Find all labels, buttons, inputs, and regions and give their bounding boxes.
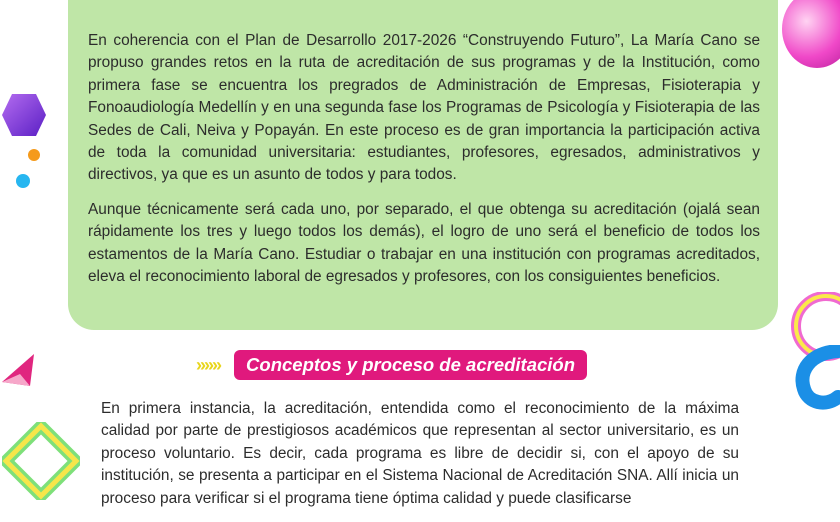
- purple-hexagon-icon: [0, 92, 48, 138]
- blue-dot-icon: [16, 174, 30, 188]
- intro-card: [68, 0, 778, 330]
- body-paragraph: En primera instancia, la acreditación, entendida como el reconocimiento de la máxima calidad por parte de prestigiosos académicos que representan al sector universitario, es un proceso voluntario. Es decir, cada programa es libre de decidir si, con el apoyo de su institución, se presenta a participar en el Sistema Nacional de Acreditación SNA. Allí inicia un proceso para verificar si el programa tiene óptima calidad y puede clasificarse: [101, 400, 739, 507]
- intro-paragraph: En coherencia con el Plan de Desarrollo 2017-2026 “Construyendo Futuro”, La María Cano se propuso grandes retos en la ruta de acreditación de sus programas y de la Institución, como primera fase se encuentra los pregrados de Administración de Empresas, Fisioterapia y Fonoaudiología Medellín y en una segunda fase los Programas de Psicología y Fisioterapia de las Sedes de Cali, Neiva y Popayán. En este proceso es de gran importancia la participación activa de toda la comunidad universitaria: estudiantes, profesores, egresados, administrativos y directivos, ya que es un asunto de todos y para todos.: [88, 32, 760, 184]
- body-text: [101, 398, 739, 522]
- chevrons-icon: »»»: [196, 354, 221, 375]
- diamond-frame-icon: [2, 422, 80, 500]
- blue-swirl-icon: [790, 345, 840, 415]
- pink-pyramid-icon: [0, 352, 38, 390]
- intro-paragraph: Aunque técnicamente será cada uno, por separado, el que obtenga su acreditación (ojalá sean rápidamente los tres y luego todos los demás), el logro de uno será el beneficio de todos los estamentos de la María Cano. Estudiar o trabajar en una institución con programas acreditados, eleva el reconocimiento laboral de egresados y profesores, con los consiguientes beneficios.: [88, 200, 760, 286]
- pink-sphere-icon: [782, 0, 840, 68]
- orange-dot-icon: [28, 149, 40, 161]
- section-header: [196, 348, 587, 382]
- section-title: Conceptos y proceso de acreditación: [234, 350, 587, 380]
